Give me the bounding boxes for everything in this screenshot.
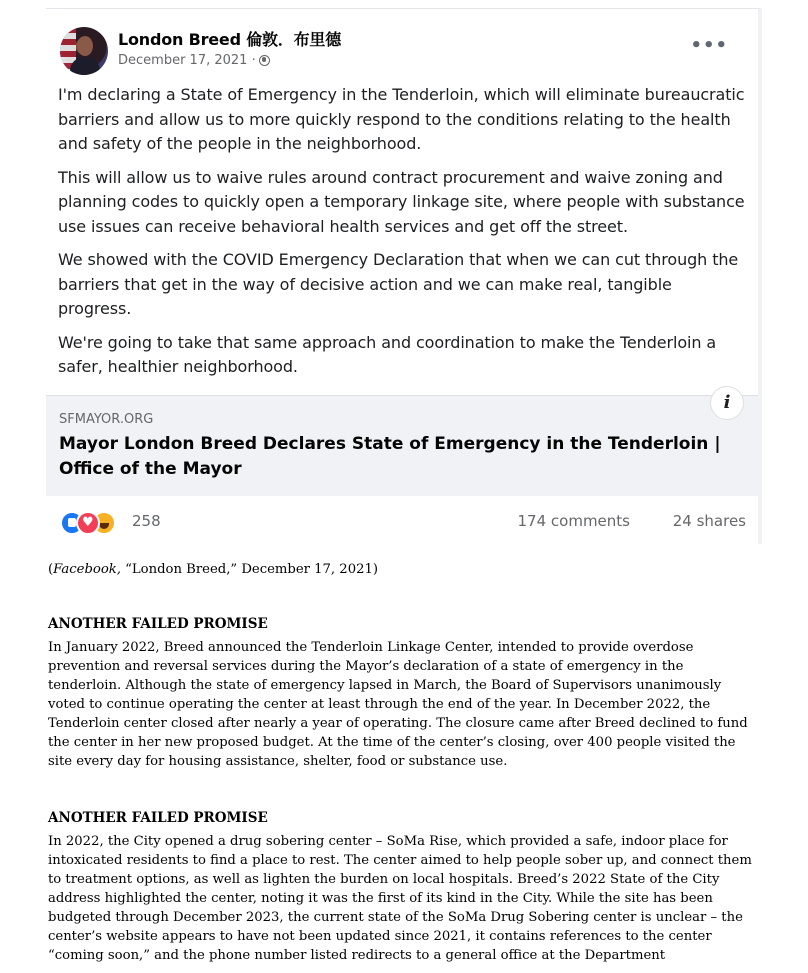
avatar-body bbox=[70, 57, 100, 75]
post-header bbox=[60, 25, 744, 77]
post-meta bbox=[118, 53, 270, 68]
caption-open: ( bbox=[48, 562, 54, 577]
shares-count[interactable]: 24 shares bbox=[672, 512, 746, 530]
section-linkage-center bbox=[48, 615, 760, 771]
comments-count[interactable]: 174 comments bbox=[517, 512, 630, 530]
post-text bbox=[58, 83, 748, 389]
link-preview[interactable] bbox=[46, 392, 758, 496]
caption-rest: “London Breed,” December 17, 2021) bbox=[120, 562, 379, 577]
info-button[interactable]: i bbox=[710, 386, 744, 420]
image-caption bbox=[48, 560, 760, 579]
link-domain: SFMAYOR.ORG bbox=[59, 412, 154, 427]
document-body bbox=[48, 560, 760, 963]
section-sobering-center bbox=[48, 809, 760, 965]
avatar[interactable] bbox=[60, 27, 108, 75]
section-heading: ANOTHER FAILED PROMISE bbox=[48, 616, 268, 632]
post-paragraph: I'm declaring a State of Emergency in the Tenderloin, which will eliminate bureaucratic barriers and allow us to more quickly respond to the conditions relating to the health and safety of the people in the neighborhood. bbox=[58, 85, 745, 153]
reactions-bar bbox=[60, 509, 750, 535]
more-options-button[interactable]: ••• bbox=[690, 35, 728, 56]
post-author[interactable]: London Breed 倫敦．布里德 bbox=[118, 30, 341, 49]
globe-icon bbox=[259, 55, 270, 66]
post-date[interactable]: December 17, 2021 · bbox=[118, 53, 256, 68]
section-body: In January 2022, Breed announced the Tenderloin Linkage Center, intended to provide overdose prevention and reversal services during the Mayor’s declaration of a state of emergency in the tenderloin. Although the state of emergency lapsed in March, the Board of Supervisors unanimously voted to continue operating the center at least through the end of the year. In December 2022, the Tenderloin center closed after nearly a year of operating. The closure came after Breed declined to fund the center in her new proposed budget. At the time of the center’s closing, over 400 people visited the site every day for housing assistance, shelter, food or substance use. bbox=[48, 640, 748, 769]
reactions-count[interactable]: 258 bbox=[132, 512, 161, 530]
post-paragraph: We're going to take that same approach and coordination to make the Tenderloin a safer, healthier neighborhood. bbox=[58, 332, 717, 376]
post-paragraph: This will allow us to waive rules around contract procurement and waive zoning and planning codes to quickly open a temporary linkage site, where people with substance use issues can receive behavioral health services and get off the street. bbox=[58, 167, 745, 236]
caption-source: Facebook, bbox=[53, 562, 121, 577]
section-body: In 2022, the City opened a drug sobering center – SoMa Rise, which provided a safe, indoor place for intoxicated residents to find a place to rest. The center aimed to help people sober up, and connect them to treatment options, as well as lighten the burden on local hospitals. Breed’s 2022 State of the City address highlighted the center, noting it was the first of its kind in the City. While the site has been budgeted through December 2023, the current state of the SoMa Drug Sobering center is unclear – the center’s website appears to have not been updated since 2021, it contains references to the center “coming soon,” and the phone number listed redirects to a general office at the Department bbox=[48, 834, 752, 963]
link-title[interactable]: Mayor London Breed Declares State of Emergency in the Tenderloin | Office of the Mayor bbox=[59, 434, 721, 479]
post-paragraph: We showed with the COVID Emergency Declaration that when we can cut through the barriers that get in the way of decisive action and we can make real, tangible progress. bbox=[58, 250, 739, 318]
avatar-face bbox=[77, 36, 93, 56]
love-icon[interactable] bbox=[76, 511, 100, 535]
section-heading: ANOTHER FAILED PROMISE bbox=[48, 810, 268, 826]
facebook-post bbox=[46, 8, 762, 544]
